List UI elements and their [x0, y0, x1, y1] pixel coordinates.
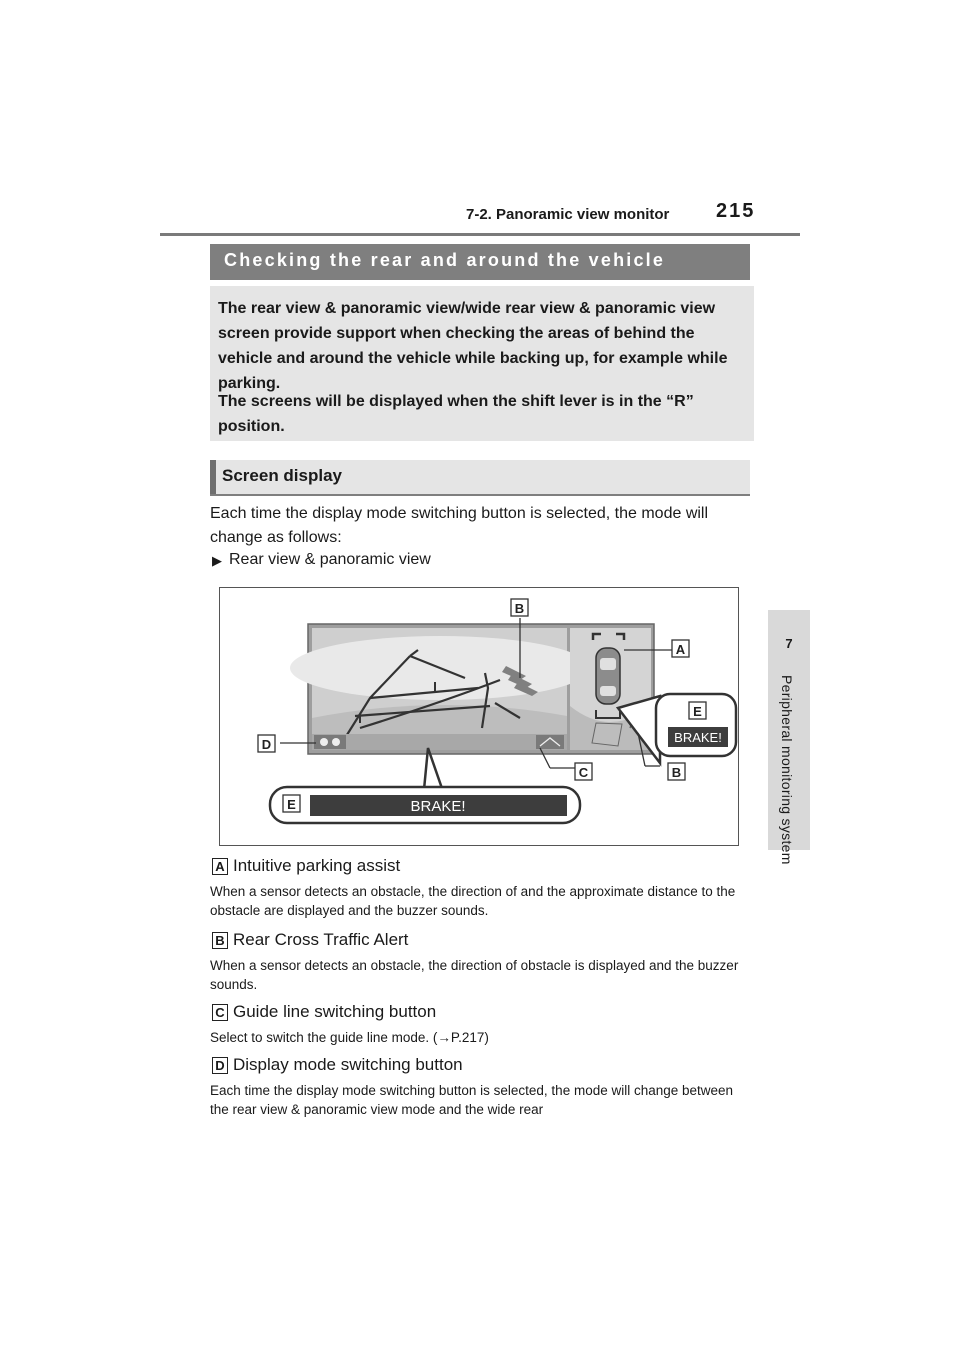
lead-paragraph: Each time the display mode switching button is selected, the mode will change as follows: — [210, 505, 709, 546]
callout-c-label: C — [578, 765, 589, 780]
display-mode-button — [314, 735, 346, 749]
intro-paragraph: The rear view & panoramic view/wide rear view & panoramic view screen provide support when checking the areas of behind the vehicle and around the vehicle while backing up, for example while parking. — [218, 300, 728, 392]
brake-label-large: BRAKE! — [410, 798, 466, 815]
section-title-checking: Checking the rear and around the vehicle — [224, 250, 666, 270]
callout-e-right-label: E — [693, 704, 702, 719]
legend-title-b: Rear Cross Traffic Alert — [233, 930, 409, 949]
page-number: 215 — [716, 200, 756, 222]
intro-paragraph: The screens will be displayed when the shift lever is in the “R” position. — [218, 393, 694, 435]
legend-desc-c: Select to switch the guide line mode. (→P.217) — [210, 1030, 489, 1045]
section-underline — [210, 494, 750, 496]
legend-tag-a: A — [212, 858, 228, 875]
chapter-title: Peripheral monitoring system — [779, 675, 795, 865]
legend-desc-d: Each time the display mode switching button is selected, the mode will change between the rear view & panoramic view mode and the wide rear — [210, 1083, 734, 1117]
guide-line-button — [536, 735, 564, 749]
legend-tag-c: C — [212, 1004, 228, 1021]
legend-tag-b: B — [212, 932, 228, 949]
bullet-item: Rear view & panoramic view — [229, 551, 431, 568]
legend-title-d: Display mode switching button — [233, 1055, 463, 1074]
callout-b-top-label: B — [514, 601, 525, 616]
header-rule — [160, 233, 800, 236]
section-title-screen: Screen display — [222, 466, 343, 485]
section-header: 7-2. Panoramic view monitor — [466, 206, 670, 223]
legend-tag-d: D — [212, 1057, 228, 1074]
callout-b-right-label: B — [671, 765, 682, 780]
legend-desc-b: When a sensor detects an obstacle, the direction of obstacle is displayed and the buzzer sounds. — [210, 958, 739, 992]
screen-figure — [219, 587, 739, 846]
bullet-arrow-icon: ▶ — [212, 553, 222, 568]
chapter-number: 7 — [785, 636, 793, 651]
legend-title-a: Intuitive parking assist — [233, 856, 401, 875]
screen-illustration — [220, 588, 738, 845]
callout-a-label: A — [675, 642, 686, 657]
callout-d-label: D — [261, 737, 272, 752]
legend-desc-a: When a sensor detects an obstacle, the direction of and the approximate distance to the obstacle are displayed and the buzzer sounds. — [210, 884, 736, 918]
callout-e-bottom-label: E — [287, 797, 296, 812]
section-marker — [210, 460, 216, 496]
brake-label-small: BRAKE! — [674, 730, 722, 745]
legend-title-c: Guide line switching button — [233, 1002, 437, 1021]
